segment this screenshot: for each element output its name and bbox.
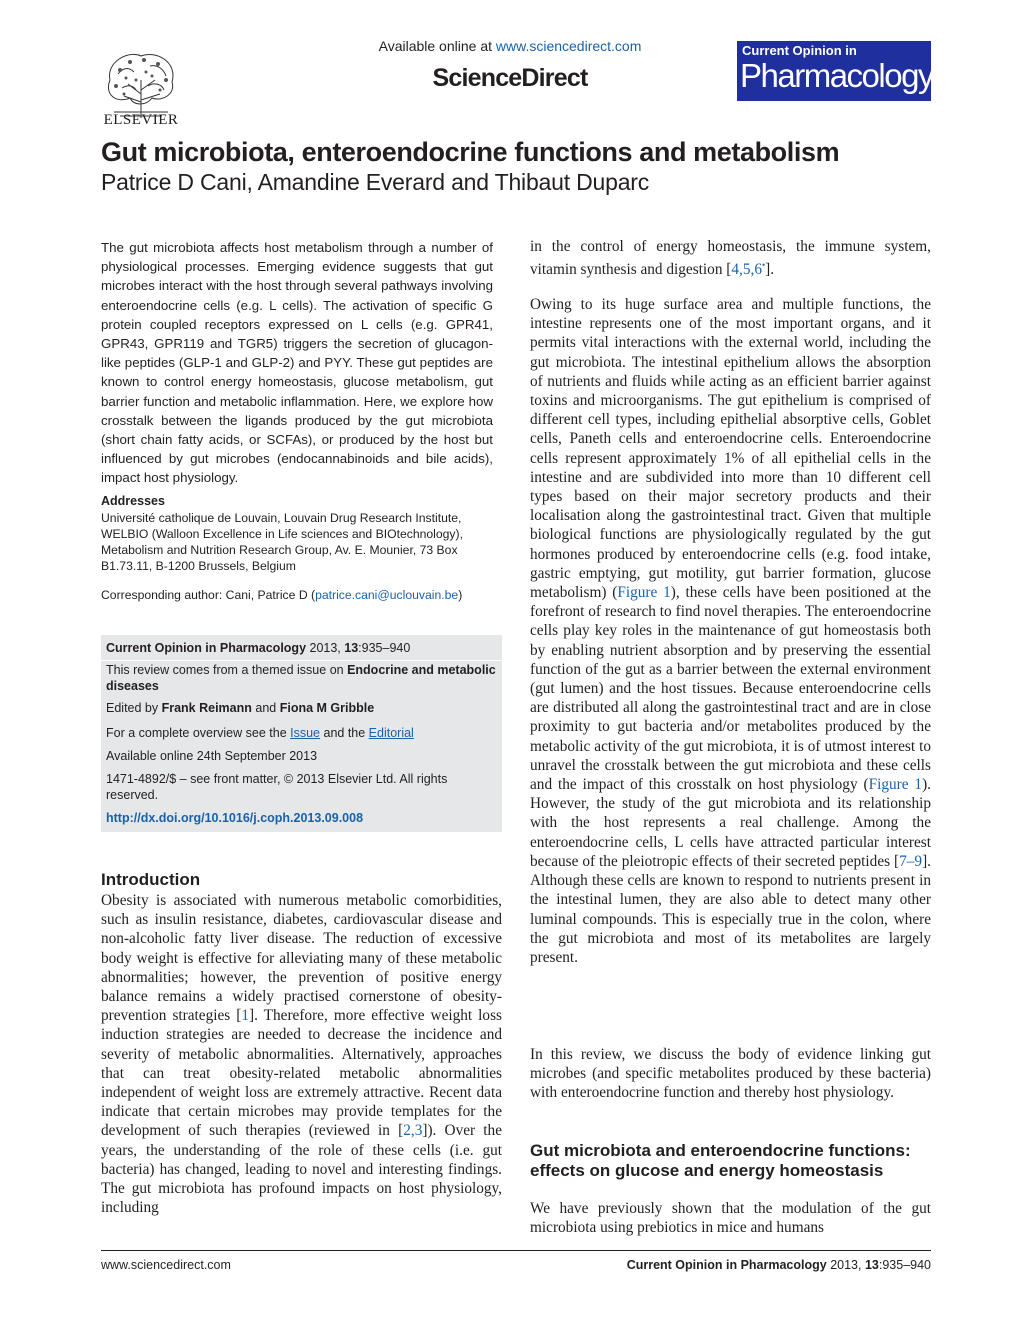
footer-journal: Current Opinion in Pharmacology xyxy=(626,1258,827,1272)
info-journal: Current Opinion in Pharmacology xyxy=(106,641,307,655)
intro-text-1: Obesity is associated with numerous metabolic comorbidities, such as insulin resistance, diabetes, cardiovascular disease and non-alcoholic fatty liver disease. The reduction of excessive body weight is effective for alleviating many of these metabolic abnormalities; however, the prevention of positive energy balance remains a widely practised cornerstone of obesity-prevention strategies [ xyxy=(101,892,502,1025)
right-paragraph-2 xyxy=(530,295,931,967)
ref-link-2-3[interactable]: 2,3 xyxy=(403,1122,423,1140)
ref-bullet-mark: • xyxy=(762,260,766,271)
info-doi xyxy=(106,810,498,826)
intro-text-2: ]. Therefore, more effective weight loss induction strategies are needed to decrease the incidence and severity of metabolic abnormalities. Alternatively, approaches that can treat obesity-related metabolic abnormalities independent of weight loss are extremely attractive. Recent data indicate that certain microbes may provide templates for the development of such therapies (reviewed in [ xyxy=(101,1007,502,1140)
info-volume: 13 xyxy=(344,641,359,655)
footer-citation xyxy=(500,1258,931,1272)
article-info-box xyxy=(101,635,502,832)
addresses-heading: Addresses xyxy=(101,494,165,508)
footer-volume: 13 xyxy=(864,1258,879,1272)
info-available-date: Available online 24th September 2013 xyxy=(106,749,318,763)
info-overview xyxy=(106,725,498,741)
article-title: Gut microbiota, enteroendocrine functions and metabolism xyxy=(101,137,840,167)
info-editor-2: Fiona M Gribble xyxy=(279,701,375,715)
right-paragraph-3: In this review, we discuss the body of evidence linking gut microbes (and specific metabolites produced by these bacteria) with enteroendocrine function and thereby host physiology. xyxy=(530,1046,931,1102)
corresponding-author xyxy=(101,588,501,602)
info-pages: :935–940 xyxy=(358,641,411,655)
footer-pages: :935–940 xyxy=(878,1258,931,1272)
ref-4-6-text: 4,5,6 xyxy=(731,261,762,279)
publisher-wordmark: ELSEVIER xyxy=(103,112,179,128)
right-text-2d: ]. Although these cells are known to respond to nutrients present in the intestinal lumen, they are also able to detect many other luminal compounds. This is especially true in the colon, where the gut microbiota and most of its metabolites are largely present. xyxy=(530,852,931,966)
right-text-2c: ). However, the study of the gut microbiota and its relationship with the host represents a real challenge. Among the enteroendocrine cells, L cells have attracted particular interest because of the pleiotropic effects of their secreted peptides [ xyxy=(530,776,931,870)
info-divider xyxy=(101,660,502,661)
section-2-heading: Gut microbiota and enteroendocrine functions: effects on glucose and energy homeostasis xyxy=(530,1141,911,1180)
right-text-2b: ), these cells have been positioned at the forefront of research to find novel therapies. The enteroendocrine cells play key roles in the maintenance of gut homeostasis both by enabling nutrient absorption and by preserving the essential function of the gut as a barrier between the external environment (gut lumen) and the host tissues. Because enteroendocrine cells are distributed all along the gastrointestinal tract and are in close proximity to gut bacteria and/or metabolites produced by the metabolic activity of the gut microbiota, it is of utmost interest to unravel the crosstalk between the gut microbiota and these cells and the impact of this crosstalk on host physiology ( xyxy=(530,584,931,794)
info-citation xyxy=(106,640,498,656)
editorial-link[interactable]: Editorial xyxy=(368,726,414,740)
author-email-link[interactable]: patrice.cani@uclouvain.be xyxy=(315,588,459,602)
right-paragraph-1 xyxy=(530,237,931,280)
info-theme-name: Endocrine and metabolic diseases xyxy=(106,663,496,693)
journal-logo-box xyxy=(737,41,931,101)
doi-link[interactable]: http://dx.doi.org/10.1016/j.coph.2013.09.008 xyxy=(106,811,364,825)
right-text-2a: Owing to its huge surface area and multiple functions, the intestine represents one of the most important organs, and it permits vital interactions with the external world, including the gut microbiota. The intestinal epithelium allows the absorption of nutrients and fluids while acting as an efficient barrier against toxins and microorganisms. The gut epithelium is comprised of different cell types, including epithelial absorptive cells, Goblet cells, Paneth cells and enteroendocrine cells. Enteroendocrine cells represent approximately 1% of all epithelial cells in the intestine and are subdivided into more than 10 different cell types based on their major secretory products and their localisation along the gastrointestinal tract. Given that multiple biological functions are physiologically regulated by the gut hormones produced by enteroendocrine cells (e.g. food intake, gastric emptying, gut motility, gut barrier formation, glucose metabolism) ( xyxy=(530,296,931,602)
info-theme-prefix: This review comes from a themed issue on xyxy=(106,663,348,677)
figure-1-link-2[interactable]: Figure 1 xyxy=(868,776,923,794)
info-theme xyxy=(106,662,498,694)
abstract: The gut microbiota affects host metabolism through a number of physiological processes. Emerging evidence suggests that gut microbes interact with the host through several pathways involving enteroendocrine cells (e.g. L cells). The activation of specific G protein coupled receptors expressed on L cells (e.g. GPR41, GPR43, GPR119 and TGR5) triggers the secretion of glucagon-like peptides (GLP-1 and GLP-2) and PYY. These gut peptides are known to control energy homeostasis, glucose metabolism, gut barrier function and metabolic inflammation. Here, we explore how crosstalk between the ligands produced by the gut microbiota (short chain fatty acids, or SCFAs), or produced by the host but influenced by gut microbes (endocannabinoids and bile acids), impact host physiology. xyxy=(101,240,493,486)
journal-logo-small: Current Opinion in xyxy=(742,43,857,58)
footer-year: 2013, xyxy=(826,1258,865,1272)
info-editor-1: Frank Reimann xyxy=(161,701,252,715)
ref-link-7-9[interactable]: 7–9 xyxy=(899,852,923,870)
section-2-paragraph: We have previously shown that the modulation of the gut microbiota using prebiotics in mice and humans xyxy=(530,1200,931,1237)
introduction-paragraph xyxy=(101,891,502,1217)
ref-link-4-6[interactable] xyxy=(731,261,765,278)
footer-website: www.sciencedirect.com xyxy=(101,1258,231,1272)
journal-logo-big: Pharmacology xyxy=(740,57,933,94)
ref-link-1[interactable]: 1 xyxy=(241,1007,249,1025)
right-text-1-end: ]. xyxy=(765,261,775,279)
article-authors: Patrice D Cani, Amandine Everard and Thibaut Duparc xyxy=(101,169,650,195)
info-edited-prefix: Edited by xyxy=(106,701,162,715)
info-and: and xyxy=(251,701,280,715)
info-and-the: and the xyxy=(320,726,369,740)
intro-text-3: ]). Over the years, the understanding of the role of these cells (i.e. gut bacteria) has changed, leading to novel and interesting findings. The gut microbiota has profound impacts on host physiology, including xyxy=(101,1122,502,1217)
figure-1-link[interactable]: Figure 1 xyxy=(617,584,671,602)
info-overview-prefix: For a complete overview see the xyxy=(106,726,291,740)
info-copyright: 1471-4892/$ – see front matter, © 2013 Elsevier Ltd. All rights reserved. xyxy=(106,772,448,802)
available-prefix: Available online at xyxy=(378,38,496,54)
introduction-heading: Introduction xyxy=(101,870,201,889)
corresponding-prefix: Corresponding author: Cani, Patrice D ( xyxy=(101,588,316,602)
addresses-text: Université catholique de Louvain, Louvain Drug Research Institute, WELBIO (Walloon Excellence in Life sciences and BIOtechnology), Metabolism and Nutrition Research Group, Av. E. Mounier, 73 Box B1.73.11, B-1200 Brussels, Belgium xyxy=(101,511,463,573)
issue-link[interactable]: Issue xyxy=(290,726,321,740)
info-editors xyxy=(106,700,498,716)
right-text-1: in the control of energy homeostasis, the immune system, vitamin synthesis and digestion [ xyxy=(530,238,931,279)
sciencedirect-brand: ScienceDirect xyxy=(432,64,588,92)
corresponding-suffix: ) xyxy=(458,588,463,602)
sciencedirect-link[interactable]: www.sciencedirect.com xyxy=(495,38,642,54)
info-year: 2013, xyxy=(306,641,345,655)
footer-rule xyxy=(101,1250,931,1251)
